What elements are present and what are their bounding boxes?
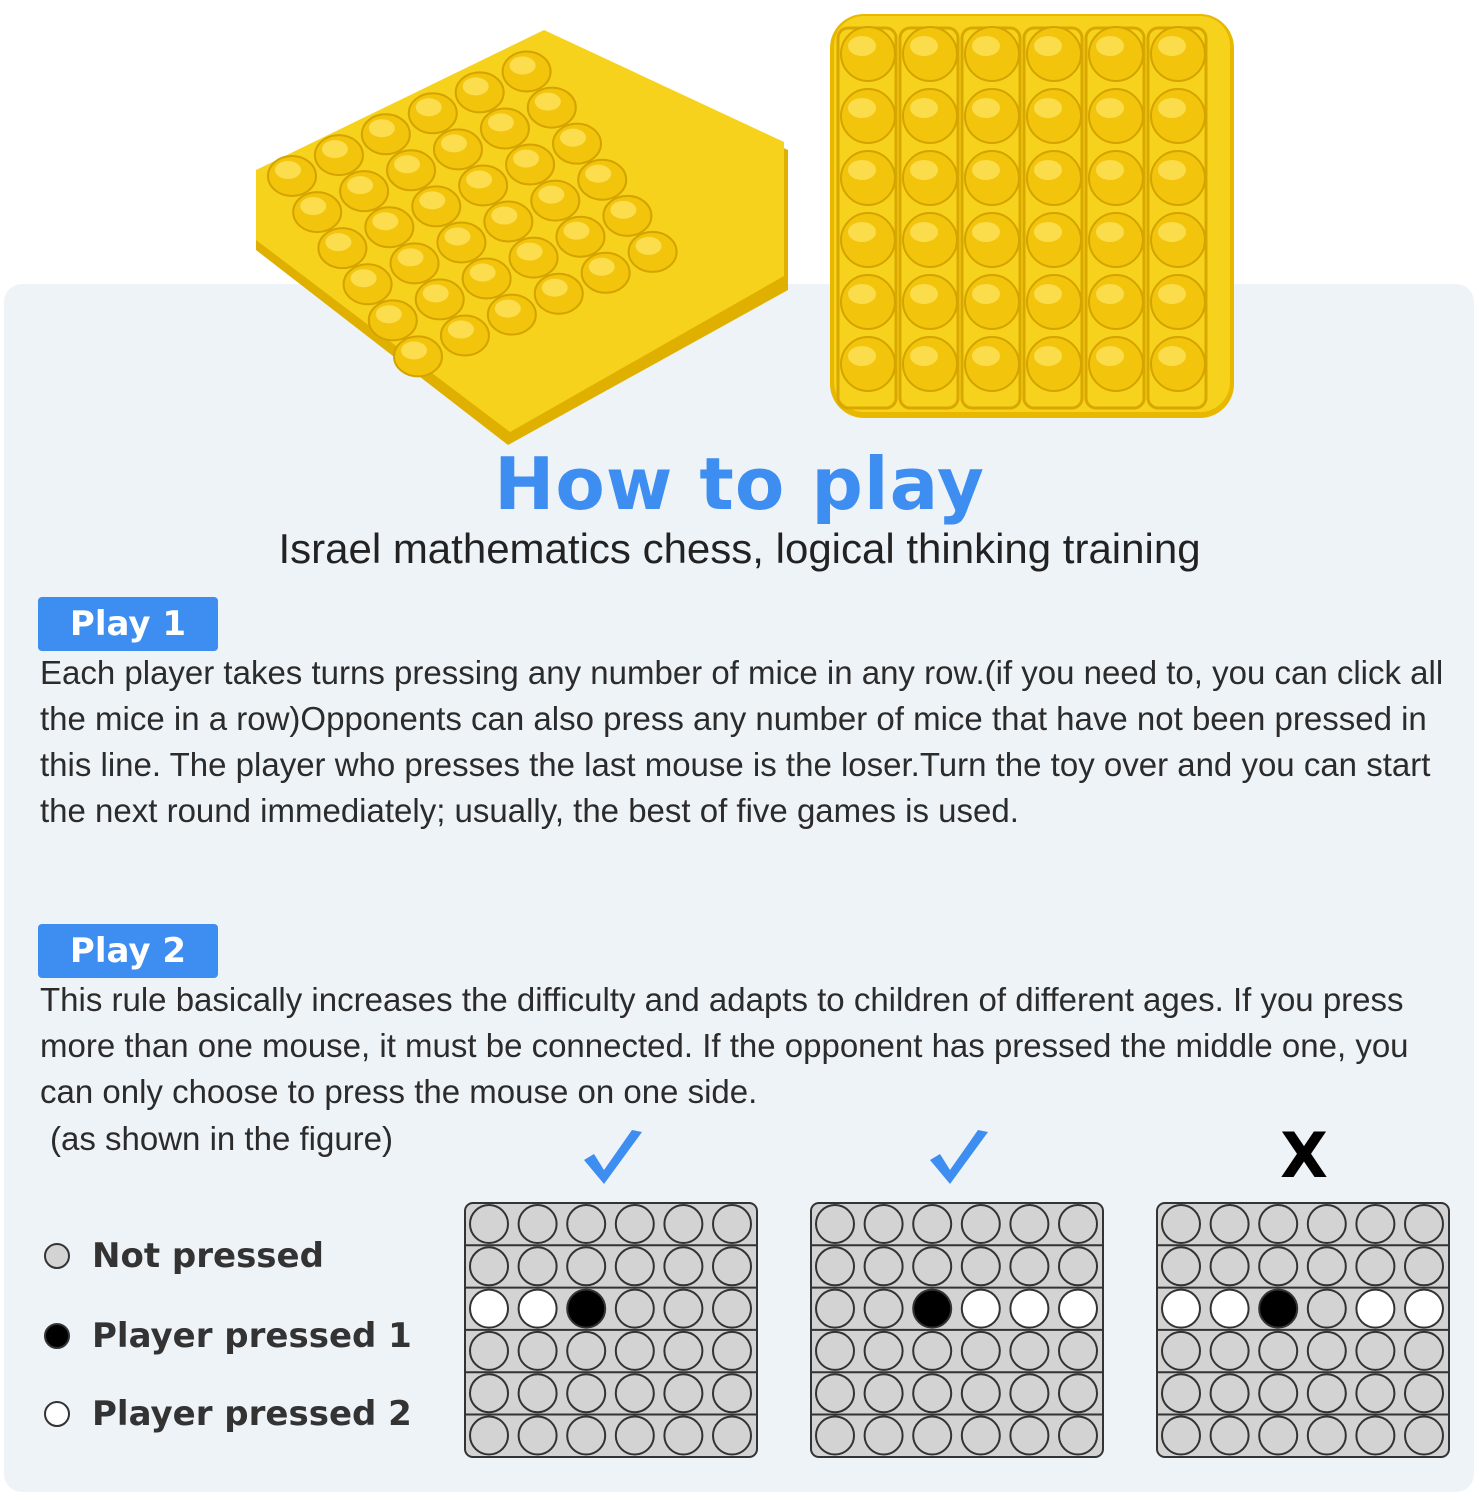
board-cell-not	[567, 1332, 605, 1370]
board-cell-not	[1308, 1374, 1346, 1412]
player1-dot-icon	[44, 1323, 70, 1349]
board-cell-not	[1010, 1247, 1048, 1285]
board-cell-not	[1259, 1247, 1297, 1285]
not-pressed-dot-icon	[44, 1243, 70, 1269]
board-cell-not	[567, 1205, 605, 1243]
board-cell-not	[1162, 1332, 1200, 1370]
board-cell-not	[664, 1374, 702, 1412]
board-cell-not	[519, 1417, 557, 1455]
board-cell-not	[519, 1247, 557, 1285]
popit-toy-tilted-image	[238, 0, 798, 460]
board-cell-not	[664, 1417, 702, 1455]
board-cell-not	[1259, 1332, 1297, 1370]
board-cell-not	[664, 1205, 702, 1243]
board-cell-not	[1308, 1247, 1346, 1285]
board-cell-not	[962, 1205, 1000, 1243]
board-cell-not	[1010, 1205, 1048, 1243]
board-cell-not	[1405, 1417, 1443, 1455]
board-cell-not	[616, 1205, 654, 1243]
figure-caption: (as shown in the figure)	[50, 1120, 394, 1157]
board-cell-not	[713, 1205, 751, 1243]
board-cell-not	[1010, 1374, 1048, 1412]
board-cell-not	[713, 1332, 751, 1370]
x-icon: X	[1280, 1119, 1328, 1192]
board-cell-not	[913, 1332, 951, 1370]
board-cell-p2	[962, 1290, 1000, 1328]
board-cell-not	[913, 1417, 951, 1455]
board-cell-not	[865, 1247, 903, 1285]
legend-player-1	[44, 1316, 412, 1356]
board-cell-not	[1356, 1247, 1394, 1285]
board-cell-not	[865, 1332, 903, 1370]
page-subtitle: Israel mathematics chess, logical thinking training	[278, 525, 1201, 572]
board-cell-not	[713, 1374, 751, 1412]
play2-description: This rule basically increases the difficulty and adapts to children of different ages. If you press more than one mouse, it must be connected. If the opponent has pressed the middle one, you can only choose to press the mouse on one side.	[40, 981, 1409, 1110]
board-cell-p1	[1259, 1290, 1297, 1328]
page-title: How to play	[494, 442, 985, 526]
board-cell-not	[1356, 1332, 1394, 1370]
board-cell-not	[1010, 1332, 1048, 1370]
board-cell-not	[865, 1374, 903, 1412]
legend-not-pressed	[44, 1236, 324, 1276]
board-cell-not	[1356, 1205, 1394, 1243]
legend-label: Player pressed 1	[92, 1316, 412, 1356]
board-cell-p2	[470, 1290, 508, 1328]
board-cell-not	[816, 1290, 854, 1328]
board-cell-not	[616, 1417, 654, 1455]
board-cell-not	[567, 1374, 605, 1412]
board-cell-not	[962, 1332, 1000, 1370]
board-cell-not	[1010, 1417, 1048, 1455]
board-cell-p1	[913, 1290, 951, 1328]
example-board-invalid	[1156, 1202, 1450, 1458]
popit-toy-flat-image	[820, 8, 1240, 424]
board-cell-not	[1211, 1332, 1249, 1370]
board-cell-not	[1259, 1417, 1297, 1455]
board-cell-not	[913, 1205, 951, 1243]
board-cell-not	[713, 1247, 751, 1285]
board-cell-p2	[1162, 1290, 1200, 1328]
board-cell-not	[962, 1247, 1000, 1285]
board-cell-not	[1059, 1247, 1097, 1285]
board-cell-not	[865, 1290, 903, 1328]
board-cell-p2	[519, 1290, 557, 1328]
board-cell-not	[470, 1417, 508, 1455]
example-board-valid-1	[464, 1202, 758, 1458]
board-cell-not	[664, 1247, 702, 1285]
board-cell-not	[816, 1374, 854, 1412]
board-cell-not	[962, 1374, 1000, 1412]
legend-label: Player pressed 2	[92, 1394, 412, 1434]
board-cell-not	[664, 1332, 702, 1370]
board-cell-not	[616, 1374, 654, 1412]
board-cell-not	[1059, 1374, 1097, 1412]
board-cell-not	[616, 1247, 654, 1285]
board-cell-not	[1059, 1417, 1097, 1455]
board-cell-not	[567, 1417, 605, 1455]
legend-label: Not pressed	[92, 1236, 324, 1276]
play2-badge: Play 2	[38, 924, 218, 978]
board-cell-not	[470, 1374, 508, 1412]
board-cell-not	[713, 1290, 751, 1328]
board-cell-not	[865, 1417, 903, 1455]
board-cell-not	[470, 1205, 508, 1243]
board-cell-not	[519, 1205, 557, 1243]
board-cell-not	[1211, 1374, 1249, 1412]
board-cell-not	[1162, 1247, 1200, 1285]
board-cell-not	[1356, 1374, 1394, 1412]
board-cell-not	[616, 1332, 654, 1370]
board-cell-not	[1405, 1332, 1443, 1370]
board-cell-not	[1211, 1247, 1249, 1285]
board-cell-not	[616, 1290, 654, 1328]
board-cell-not	[962, 1417, 1000, 1455]
board-cell-not	[1308, 1290, 1346, 1328]
board-cell-not	[865, 1205, 903, 1243]
board-cell-not	[1308, 1205, 1346, 1243]
board-cell-not	[1211, 1417, 1249, 1455]
board-cell-not	[1308, 1417, 1346, 1455]
board-cell-p2	[1010, 1290, 1048, 1328]
board-cell-not	[816, 1247, 854, 1285]
board-cell-not	[1356, 1417, 1394, 1455]
legend-player-2	[44, 1394, 412, 1434]
board-cell-not	[913, 1374, 951, 1412]
board-cell-not	[816, 1332, 854, 1370]
board-cell-not	[470, 1332, 508, 1370]
board-cell-not	[713, 1417, 751, 1455]
board-cell-not	[1162, 1205, 1200, 1243]
example-board-valid-2	[810, 1202, 1104, 1458]
board-cell-not	[1162, 1374, 1200, 1412]
board-cell-not	[1162, 1417, 1200, 1455]
board-cell-not	[470, 1247, 508, 1285]
board-cell-not	[1059, 1332, 1097, 1370]
board-cell-not	[1405, 1247, 1443, 1285]
board-cell-not	[519, 1332, 557, 1370]
check-icon	[926, 1128, 992, 1188]
check-icon	[580, 1128, 646, 1188]
play1-description: Each player takes turns pressing any number of mice in any row.(if you need to, you can click all the mice in a row)Opponents can also press any number of mice that have not been pressed in this line. The player who presses the last mouse is the loser.Turn the toy over and you can start the next round immediately; usually, the best of five games is used.	[40, 654, 1444, 829]
board-cell-not	[1259, 1205, 1297, 1243]
board-cell-p1	[567, 1290, 605, 1328]
board-cell-not	[1059, 1205, 1097, 1243]
board-cell-p2	[1211, 1290, 1249, 1328]
board-cell-p2	[1356, 1290, 1394, 1328]
play1-badge: Play 1	[38, 597, 218, 651]
board-cell-not	[1405, 1374, 1443, 1412]
board-cell-not	[664, 1290, 702, 1328]
player2-dot-icon	[44, 1401, 70, 1427]
board-cell-p2	[1059, 1290, 1097, 1328]
board-cell-not	[913, 1247, 951, 1285]
board-cell-not	[816, 1205, 854, 1243]
board-cell-not	[519, 1374, 557, 1412]
board-cell-not	[816, 1417, 854, 1455]
board-cell-not	[1211, 1205, 1249, 1243]
board-cell-not	[1405, 1205, 1443, 1243]
board-cell-not	[567, 1247, 605, 1285]
board-cell-not	[1308, 1332, 1346, 1370]
board-cell-not	[1259, 1374, 1297, 1412]
board-cell-p2	[1405, 1290, 1443, 1328]
